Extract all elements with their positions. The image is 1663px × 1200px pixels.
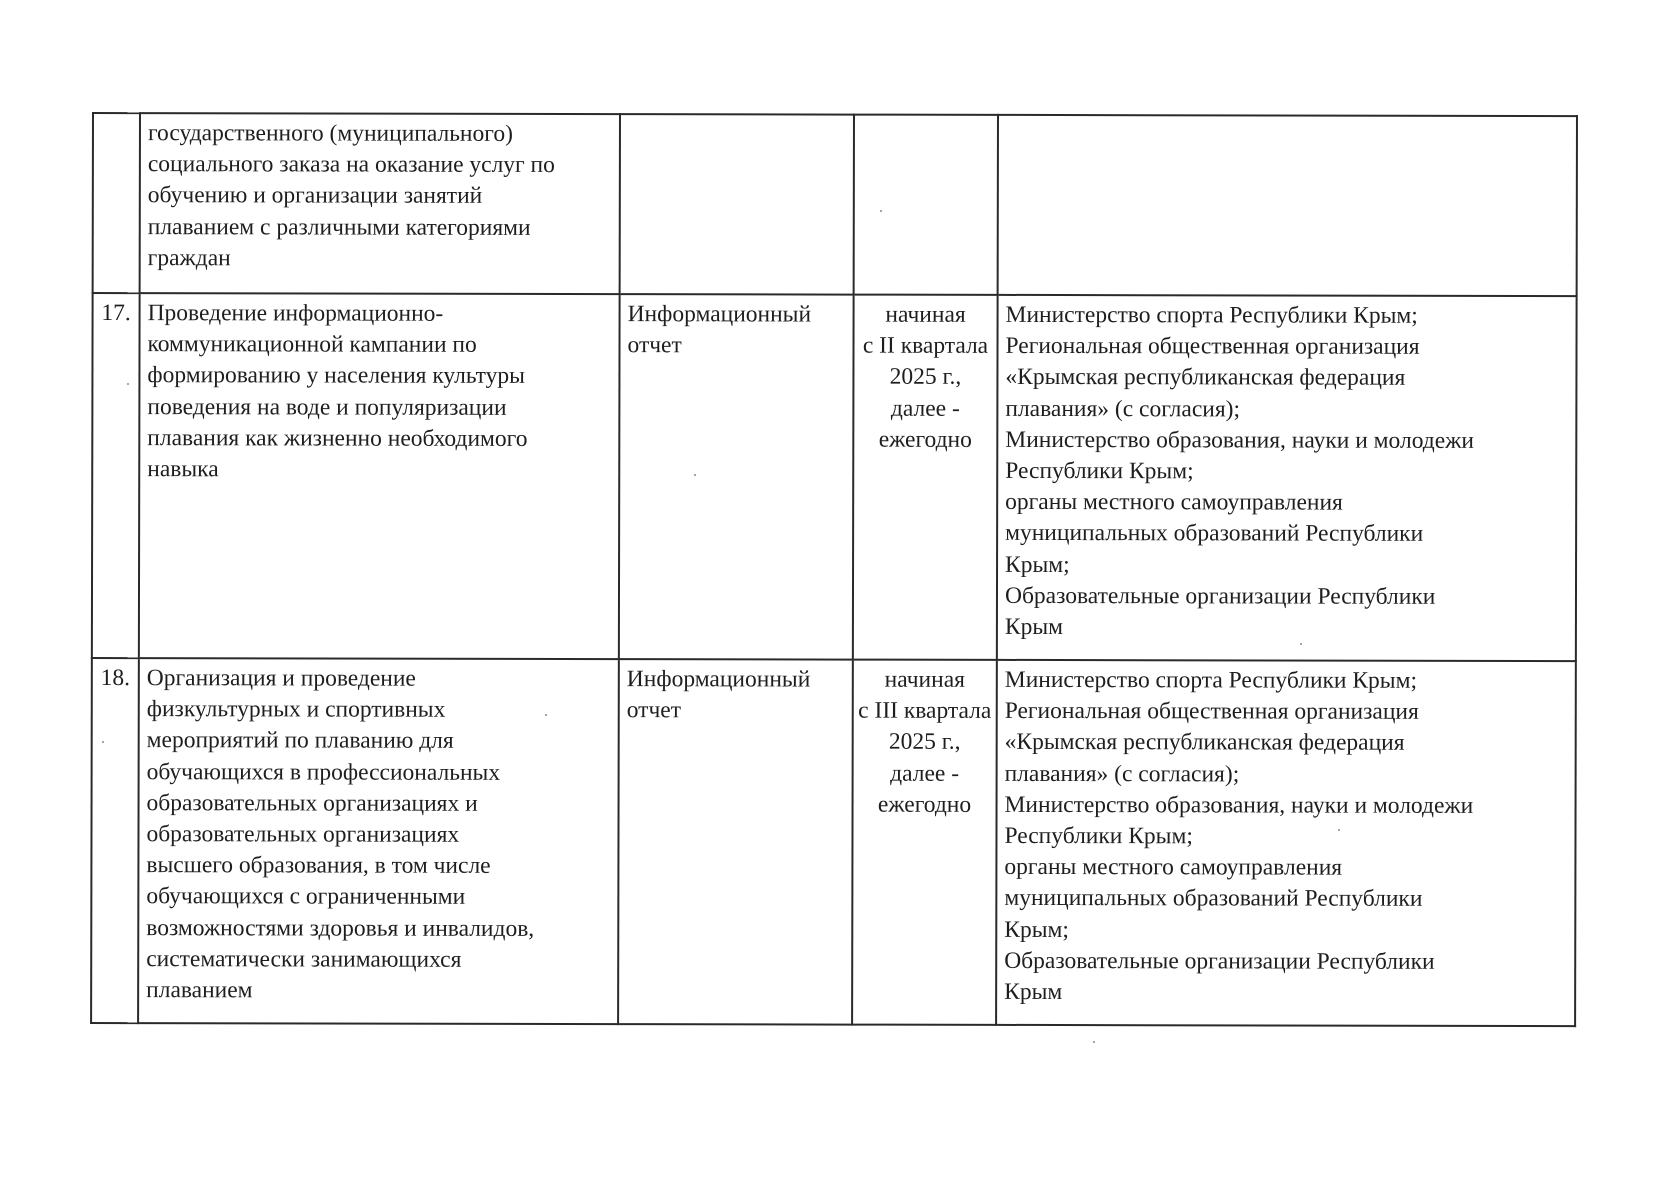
row-number: 18. [100, 665, 131, 692]
completion-form-cell [619, 294, 854, 659]
measure-name-cell [138, 658, 619, 1024]
scan-speck [1300, 643, 1302, 645]
executors: Министерство спорта Республики Крым; Региональная общественная организация «Крымская республиканская федерация плавания» (с согласия); Министерство образования, науки и молодежи Республики Крым; органы местного самоуправления муниципальных образований Республики Крым; Образовательные организации Республики Крым [1004, 666, 1474, 1006]
scan-speck [1338, 829, 1340, 831]
measure-name: государственного (муниципального) социального заказа на оказание услуг по обучению и организации занятий плаванием с различными категориями граждан [147, 120, 555, 272]
measure-name-cell [139, 293, 620, 659]
scan-speck [1093, 1041, 1095, 1043]
executors-cell [998, 115, 1577, 296]
deadline-cell [853, 295, 998, 660]
completion-form: Информационный отчет [626, 666, 811, 724]
scan-speck [694, 474, 696, 476]
scan-speck [545, 714, 547, 716]
completion-form-cell [620, 114, 854, 294]
executors-cell [996, 660, 1576, 1026]
measure-name: Проведение информационно- коммуникационной кампании по формированию у населения культуры поведения на воде и популяризации плавания как жизненно необходимого навыка [147, 300, 528, 483]
row-number-cell [91, 658, 139, 1023]
executors-cell [997, 295, 1577, 661]
deadline: начиная с III квартала 2025 г., далее - ежегодно [858, 666, 992, 818]
table-row-18 [91, 658, 1576, 1026]
deadline: начиная с II квартала 2025 г., далее - ежегодно [862, 301, 989, 453]
completion-form: Информационный отчет [627, 301, 812, 359]
table-row-continuation [93, 113, 1577, 296]
scan-speck [102, 741, 104, 743]
executors [1006, 120, 1570, 121]
measures-table [90, 112, 1578, 1027]
deadline-cell [854, 115, 998, 295]
scan-speck [127, 383, 129, 385]
row-number-cell [93, 113, 140, 293]
executors: Министерство спорта Республики Крым; Региональная общественная организация «Крымская республиканская федерация плавания» (с согласия); Министерство образования, науки и молодежи Республики Крым; органы местного самоуправления муниципальных образований Республики Крым; Образовательные организации Республики Крым [1004, 301, 1475, 641]
measure-name: Организация и проведение физкультурных и спортивных мероприятий по плаванию для обучающихся в профессиональных образовательных организациях и образовательных организациях высшего образования, в том числе обучающихся с ограниченными возможностями здоровья и инвалидов, систематически занимающихся плаванием [146, 665, 535, 1004]
deadline-cell [852, 660, 997, 1025]
table-row-17 [92, 293, 1577, 661]
row-number-cell [92, 293, 140, 658]
row-number: 17. [101, 300, 131, 327]
scan-speck [880, 210, 882, 212]
measure-name-cell [140, 113, 620, 294]
completion-form-cell [618, 659, 853, 1024]
